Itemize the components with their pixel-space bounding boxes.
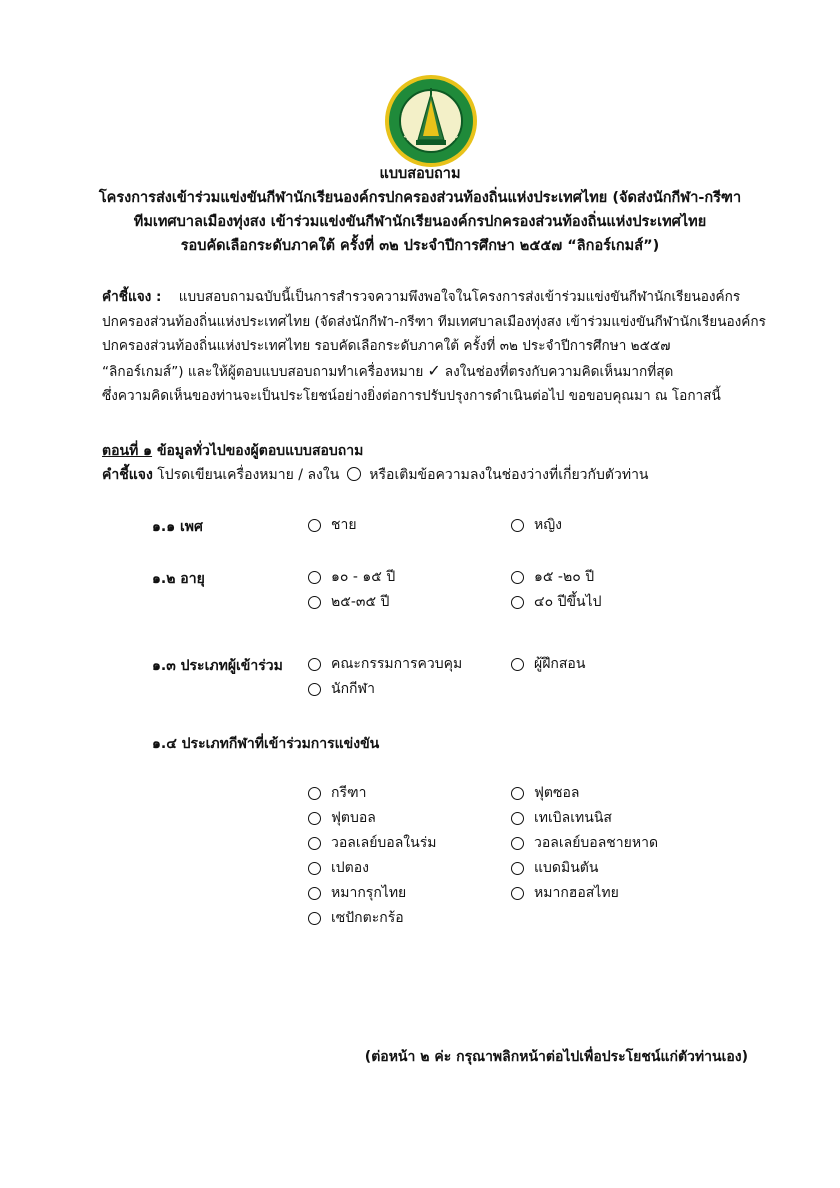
document-title: แบบสอบถาม bbox=[379, 166, 461, 182]
option-label: ฟุตซอล bbox=[534, 785, 580, 801]
instructions-paragraph bbox=[102, 285, 766, 409]
section-1-note bbox=[102, 464, 649, 486]
check-mark-icon: ✓ bbox=[427, 360, 441, 380]
radio-circle-icon[interactable] bbox=[511, 887, 524, 900]
instructions-line-4a: “ลิกอร์เกมส์”) และให้ผู้ตอบแบบสอบถามทำเครื่องหมาย bbox=[102, 363, 424, 380]
option-sport-indoor-volleyball[interactable] bbox=[308, 832, 436, 854]
question-age-label: ๑.๒ อายุ bbox=[152, 571, 205, 587]
project-title-line-2: ทีมเทศบาลเมืองทุ่งสง เข้าร่วมแข่งขันกีฬานักเรียนองค์กรปกครองส่วนท้องถิ่นแห่งประเทศไทย bbox=[133, 214, 707, 230]
option-sport-futsal[interactable] bbox=[511, 782, 580, 804]
radio-circle-icon[interactable] bbox=[511, 787, 524, 800]
option-sport-sepak-takraw[interactable] bbox=[308, 907, 404, 929]
section-1-heading bbox=[102, 440, 363, 462]
option-label: วอลเลย์บอลในร่ม bbox=[331, 835, 437, 851]
option-gender-male[interactable] bbox=[308, 514, 357, 536]
option-label: คณะกรรมการควบคุม bbox=[331, 656, 463, 672]
radio-circle-icon[interactable] bbox=[308, 862, 321, 875]
radio-circle-icon[interactable] bbox=[511, 812, 524, 825]
option-age-15-20[interactable] bbox=[511, 566, 594, 588]
option-label: แบดมินตัน bbox=[534, 860, 599, 876]
radio-circle-icon[interactable] bbox=[308, 683, 321, 696]
option-sport-petanque[interactable] bbox=[308, 857, 369, 879]
section-1-note-text-a: โปรดเขียนเครื่องหมาย / ลงใน bbox=[157, 467, 340, 483]
option-label: กรีฑา bbox=[331, 785, 367, 801]
radio-circle-icon[interactable] bbox=[308, 887, 321, 900]
instructions-line-1: แบบสอบถามฉบับนี้เป็นการสำรวจความพึงพอใจในโครงการส่งเข้าร่วมแข่งขันกีฬานักเรียนองค์กร bbox=[178, 289, 741, 305]
instructions-label: คำชี้แจง : bbox=[102, 289, 162, 305]
option-label: ๑๐ - ๑๕ ปี bbox=[331, 569, 396, 585]
option-sport-thai-chess[interactable] bbox=[308, 882, 406, 904]
option-participant-athlete[interactable] bbox=[308, 678, 375, 700]
option-label: เปตอง bbox=[331, 860, 370, 876]
radio-circle-icon[interactable] bbox=[308, 596, 321, 609]
option-age-40-plus[interactable] bbox=[511, 591, 602, 613]
radio-circle-icon[interactable] bbox=[308, 658, 321, 671]
option-sport-badminton[interactable] bbox=[511, 857, 598, 879]
municipality-seal-logo bbox=[384, 74, 478, 168]
option-label: ผู้ฝึกสอน bbox=[534, 656, 586, 672]
radio-circle-icon[interactable] bbox=[511, 596, 524, 609]
option-label: หญิง bbox=[534, 517, 562, 533]
option-label: ฟุตบอล bbox=[331, 810, 376, 826]
question-sport-type-label: ๑.๔ ประเภทกีฬาที่เข้าร่วมการแข่งขัน bbox=[152, 736, 380, 752]
radio-circle-icon[interactable] bbox=[511, 571, 524, 584]
option-label: เทเบิลเทนนิส bbox=[534, 810, 612, 826]
option-sport-table-tennis[interactable] bbox=[511, 807, 612, 829]
option-label: นักกีฬา bbox=[331, 681, 375, 697]
section-1-part-label: ตอนที่ ๑ bbox=[102, 443, 153, 459]
option-label: เซปักตะกร้อ bbox=[331, 910, 404, 926]
option-label: ๑๕ -๒๐ ปี bbox=[534, 569, 595, 585]
instructions-line-3: ปกครองส่วนท้องถิ่นแห่งประเทศไทย รอบคัดเลือกระดับภาคใต้ ครั้งที่ ๓๒ ประจำปีการศึกษา ๒๕๕๗ bbox=[102, 338, 671, 354]
question-gender-label: ๑.๑ เพศ bbox=[152, 519, 203, 535]
radio-circle-icon[interactable] bbox=[308, 519, 321, 532]
continue-next-page-note: (ต่อหน้า ๒ ค่ะ กรุณาพลิกหน้าต่อไปเพื่อประโยชน์แก่ตัวท่านเอง) bbox=[364, 1049, 748, 1065]
section-1-title: ข้อมูลทั่วไปของผู้ตอบแบบสอบถาม bbox=[156, 443, 364, 459]
section-1-note-label: คำชี้แจง bbox=[102, 467, 153, 483]
question-participant-type-label: ๑.๓ ประเภทผู้เข้าร่วม bbox=[152, 658, 283, 674]
option-label: หมากฮอสไทย bbox=[534, 885, 619, 901]
radio-circle-icon[interactable] bbox=[511, 658, 524, 671]
radio-circle-icon[interactable] bbox=[511, 837, 524, 850]
project-title-line-3: รอบคัดเลือกระดับภาคใต้ ครั้งที่ ๓๒ ประจำปีการศึกษา ๒๕๕๗ “ลิกอร์เกมส์”) bbox=[180, 238, 660, 254]
radio-circle-icon[interactable] bbox=[511, 862, 524, 875]
radio-circle-icon[interactable] bbox=[308, 837, 321, 850]
option-gender-female[interactable] bbox=[511, 514, 562, 536]
section-1-note-text-b: หรือเติมข้อความลงในช่องว่างที่เกี่ยวกับตัวท่าน bbox=[369, 467, 649, 483]
option-label: หมากรุกไทย bbox=[331, 885, 407, 901]
option-age-25-35[interactable] bbox=[308, 591, 389, 613]
instructions-line-2: ปกครองส่วนท้องถิ่นแห่งประเทศไทย (จัดส่งนักกีฬา-กรีฑา ทีมเทศบาลเมืองทุ่งสง เข้าร่วมแข่งขันกีฬานักเรียนองค์กร bbox=[102, 313, 766, 330]
radio-circle-icon[interactable] bbox=[511, 519, 524, 532]
option-participant-coach[interactable] bbox=[511, 653, 585, 675]
option-sport-beach-volleyball[interactable] bbox=[511, 832, 658, 854]
option-participant-committee[interactable] bbox=[308, 653, 462, 675]
radio-circle-icon[interactable] bbox=[308, 787, 321, 800]
option-label: ๒๕-๓๕ ปี bbox=[331, 594, 390, 610]
instructions-line-5: ซึ่งความคิดเห็นของท่านจะเป็นประโยชน์อย่างยิ่งต่อการปรับปรุงการดำเนินต่อไป ขอขอบคุณมา ณ โอกาสนี้ bbox=[102, 388, 721, 404]
option-sport-thai-checkers[interactable] bbox=[511, 882, 619, 904]
radio-circle-icon[interactable] bbox=[308, 912, 321, 925]
instructions-line-4b: ลงในช่องที่ตรงกับความคิดเห็นมากที่สุด bbox=[444, 363, 674, 380]
radio-circle-icon[interactable] bbox=[308, 812, 321, 825]
option-age-10-15[interactable] bbox=[308, 566, 395, 588]
circle-icon bbox=[347, 467, 361, 481]
option-sport-football[interactable] bbox=[308, 807, 376, 829]
option-label: ๔๐ ปีขึ้นไป bbox=[534, 594, 602, 610]
project-title-line-1: โครงการส่งเข้าร่วมแข่งขันกีฬานักเรียนองค์กรปกครองส่วนท้องถิ่นแห่งประเทศไทย (จัดส่งนักกีฬา-กรีฑา bbox=[98, 190, 742, 206]
radio-circle-icon[interactable] bbox=[308, 571, 321, 584]
option-label: วอลเลย์บอลชายหาด bbox=[534, 835, 659, 851]
option-sport-athletics[interactable] bbox=[308, 782, 366, 804]
option-label: ชาย bbox=[331, 517, 357, 533]
